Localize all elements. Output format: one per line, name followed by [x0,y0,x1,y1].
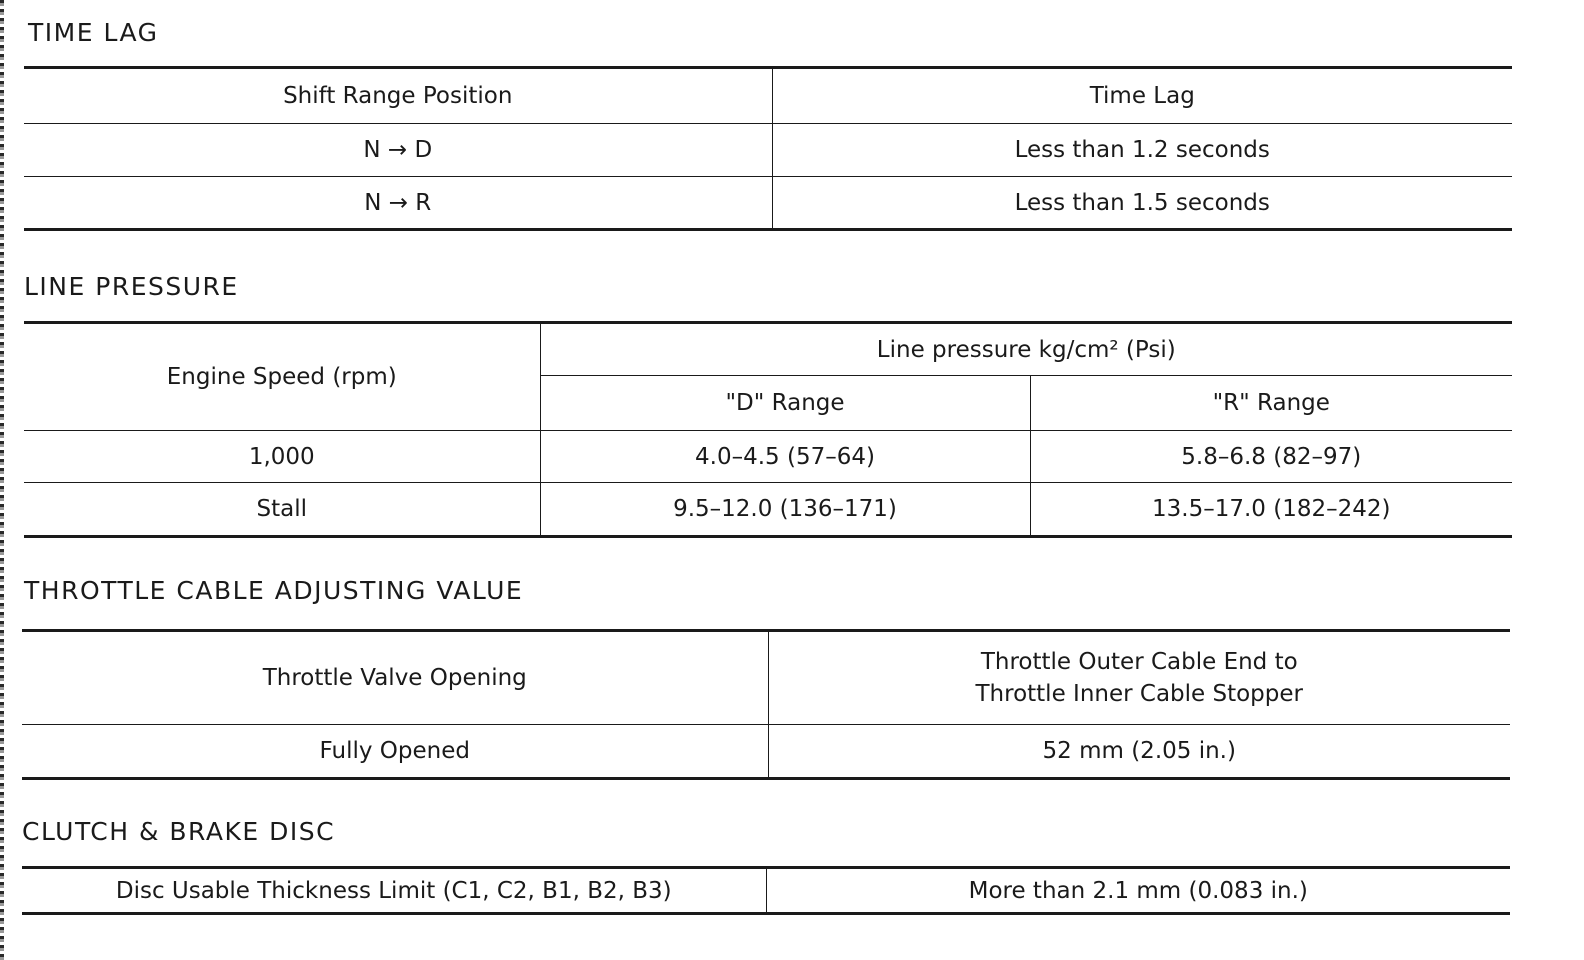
header-engine-speed: Engine Speed (rpm) [24,323,540,431]
time-lag-heading: TIME LAG [28,18,159,47]
table-row [24,483,1512,537]
clutch-brake-heading: CLUTCH & BRAKE DISC [22,817,336,846]
header-throttle-valve-opening: Throttle Valve Opening [22,631,768,725]
cell-r-range: 5.8–6.8 (82–97) [1030,431,1512,483]
time-lag-table [24,66,1512,231]
cell-engine-speed: Stall [24,483,540,537]
cell-time-lag: Less than 1.2 seconds [772,124,1512,177]
cell-shift-range: N → D [24,124,772,177]
line-pressure-heading: LINE PRESSURE [24,272,239,301]
scan-edge [0,0,4,960]
table-header-row [24,323,1512,376]
table-row [22,725,1510,779]
cell-d-range: 9.5–12.0 (136–171) [540,483,1030,537]
cell-disc-limit-value: More than 2.1 mm (0.083 in.) [766,868,1510,914]
cell-d-range: 4.0–4.5 (57–64) [540,431,1030,483]
header-time-lag: Time Lag [772,68,1512,124]
cell-throttle-opening: Fully Opened [22,725,768,779]
header-line-1: Throttle Outer Cable End to [980,649,1298,675]
cell-shift-range: N → R [24,177,772,230]
line-pressure-table [24,321,1512,538]
table-row [24,177,1512,230]
header-shift-range-position: Shift Range Position [24,68,772,124]
cell-cable-distance: 52 mm (2.05 in.) [768,725,1510,779]
table-header-row [22,631,1510,725]
table-row [24,124,1512,177]
cell-r-range: 13.5–17.0 (182–242) [1030,483,1512,537]
throttle-cable-heading: THROTTLE CABLE ADJUSTING VALUE [24,576,524,605]
cell-disc-limit-label: Disc Usable Thickness Limit (C1, C2, B1, B2, B3) [22,868,766,914]
cell-time-lag: Less than 1.5 seconds [772,177,1512,230]
cell-engine-speed: 1,000 [24,431,540,483]
header-line-2: Throttle Inner Cable Stopper [975,681,1303,707]
table-row [22,868,1510,914]
throttle-cable-table [22,629,1510,780]
header-line-pressure: Line pressure kg/cm² (Psi) [540,323,1512,376]
header-d-range: "D" Range [540,376,1030,431]
header-throttle-cable-distance [768,631,1510,725]
clutch-brake-table [22,866,1510,915]
header-r-range: "R" Range [1030,376,1512,431]
table-row [24,431,1512,483]
table-header-row [24,68,1512,124]
